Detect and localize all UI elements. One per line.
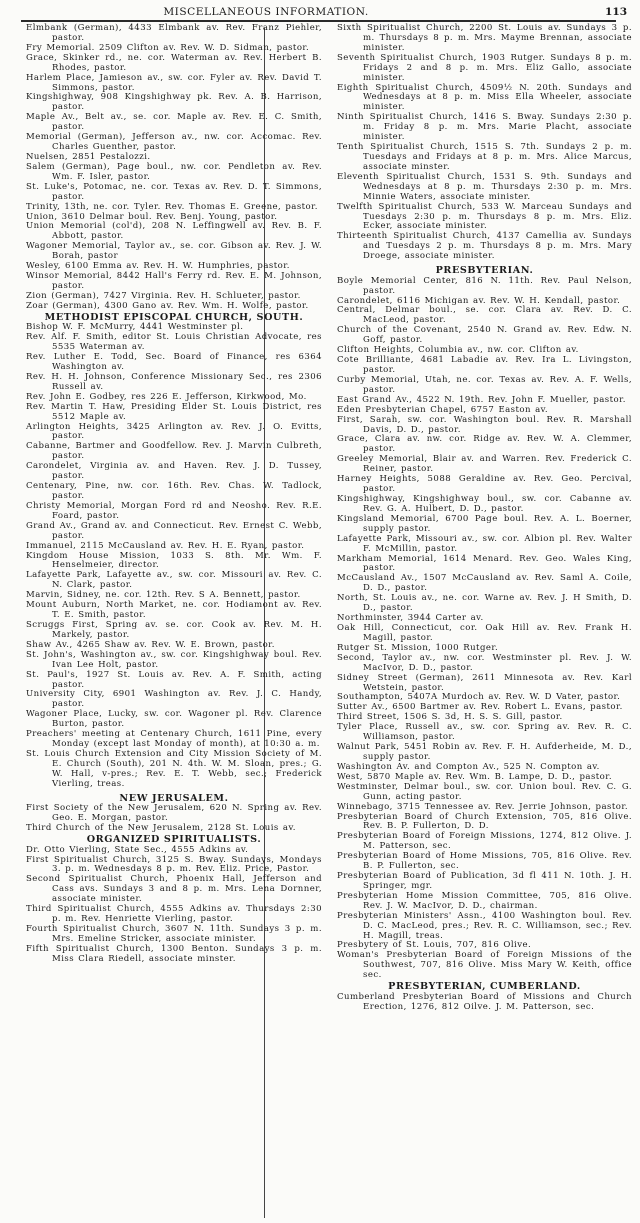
page-number: 113 bbox=[605, 6, 628, 18]
directory-entry: Woman's Presbyterian Board of Foreign Missions of the Southwest, 707, 816 Olive. Miss Mary W. Keith, office sec. bbox=[337, 950, 632, 981]
directory-entry: Bishop W. F. McMurry, 4441 Westminster pl. bbox=[26, 322, 244, 333]
directory-entry: Rev. H. H. Johnson, Conference Missionary Sec., res 2306 Russell av. bbox=[26, 371, 322, 392]
directory-entry: Rev. Luther E. Todd, Sec. Board of Finance, res 6364 Washington av. bbox=[26, 352, 322, 373]
section-heading: NEW JERUSALEM. bbox=[119, 792, 229, 804]
directory-entry: Greeley Memorial, Blair av. and Warren. Rev. Frederick C. Reiner, pastor. bbox=[337, 454, 632, 475]
directory-entry: Preachers' meeting at Centenary Church, 1611 Pine, every Monday (except last Monday of month), at 10:30 a. m. bbox=[26, 729, 322, 750]
directory-entry: Presbytery of St. Louis, 707, 816 Olive. bbox=[337, 940, 532, 951]
directory-entry: Boyle Memorial Center, 816 N. 11th. Rev. Paul Nelson, pastor. bbox=[337, 275, 632, 296]
directory-entry: Markham Memorial, 1614 Menard. Rev. Geo. Wales King, pastor. bbox=[337, 553, 632, 574]
directory-entry: Northminster, 3944 Carter av. bbox=[337, 613, 484, 624]
directory-entry: Seventh Spiritualist Church, 1903 Rutger. Sundays 8 p. m. Fridays 2 and 8 p. m. Mrs. Eliz Gallo, associate minister. bbox=[337, 52, 632, 83]
directory-entry: Marvin, Sidney, ne. cor. 12th. Rev. S A. Bennett, pastor. bbox=[26, 590, 301, 601]
directory-entry: Second Spiritualist Church, Phoenix Hall, Jefferson and Cass avs. Sundays 3 and 8 p. m. Mrs. Lena Dornner, associate minister. bbox=[26, 874, 322, 905]
directory-entry: Fourth Spiritualist Church, 3607 N. 11th. Sundays 3 p. m. Mrs. Emeline Stricker, associate minister. bbox=[26, 923, 322, 944]
directory-entry: First, Sarah, sw. cor. Washington boul. Rev. R. Marshall Davis, D. D., pastor. bbox=[337, 414, 632, 435]
directory-entry: Kingsland Memorial, 6700 Page boul. Rev. A. L. Boerner, supply pastor. bbox=[337, 513, 632, 534]
directory-entry: St. Paul's, 1927 St. Louis av. Rev. A. F. Smith, acting pastor. bbox=[26, 669, 322, 690]
directory-entry: Kingshighway, Kingshighway boul., sw. cor. Cabanne av. Rev. G. A. Hulbert, D. D., pastor. bbox=[337, 494, 632, 514]
directory-entry: Dr. Otto Vierling, State Sec., 4555 Adkins av. bbox=[26, 844, 249, 855]
directory-entry: Fifth Spiritualist Church, 1300 Benton. Sundays 3 p. m. Miss Clara Riedell, associate minster. bbox=[26, 943, 322, 964]
directory-entry: Westminster, Delmar boul., sw. cor. Union boul. Rev. C. G. Gunn, acting pastor. bbox=[337, 781, 632, 802]
directory-entry: Grace, Clara av. nw. cor. Ridge av. Rev. W. A. Clemmer, pastor. bbox=[337, 434, 632, 455]
left-column bbox=[26, 24, 322, 965]
directory-entry: Harney Heights, 5088 Geraldine av. Rev. Geo. Percival, pastor. bbox=[337, 474, 632, 495]
directory-entry: Memorial (German), Jefferson av., nw. cor. Accomac. Rev. Charles Guenther, pastor. bbox=[26, 132, 322, 153]
directory-entry: Third Street, 1506 S. 3d, H. S. S. Gill, pastor. bbox=[337, 712, 563, 723]
directory-entry: Winsor Memorial, 8442 Hall's Ferry rd. Rev. E. M. Johnson, pastor. bbox=[26, 271, 322, 291]
directory-entry: Twelfth Spiritualist Church, 533 W. Marceau Sundays and Tuesdays 2:30 p. m. Thursdays 8 p. m. Mrs. Eliz. Ecker, associate minister. bbox=[337, 201, 632, 232]
directory-entry: Oak Hill, Connecticut, cor. Oak Hill av. Rev. Frank H. Magill, pastor. bbox=[337, 622, 632, 643]
directory-entry: First Society of the New Jerusalem, 620 N. Spring av. Rev. Geo. E. Morgan, pastor. bbox=[26, 803, 322, 824]
directory-entry: Presbyterian Board of Church Extension, 705, 816 Olive. Rev. B. P. Fullerton, D. D. bbox=[337, 811, 632, 832]
directory-entry: Union Memorial (col'd), 208 N. Leffingwell av. Rev. B. F. Abbott, pastor. bbox=[26, 221, 322, 242]
section-heading: METHODIST EPISCOPAL CHURCH, SOUTH. bbox=[44, 311, 304, 323]
directory-entry: Maple Av., Belt av., se. cor. Maple av. Rev. E. C. Smith, pastor. bbox=[26, 112, 322, 133]
directory-entry: West, 5870 Maple av. Rev. Wm. B. Lampe, D. D., pastor. bbox=[337, 771, 613, 782]
directory-entry: Scruggs First, Spring av. se. cor. Cook av. Rev. M. H. Markely, pastor. bbox=[26, 619, 322, 640]
directory-entry: Sixth Spiritualist Church, 2200 St. Louis av. Sundays 3 p. m. Thursdays 8 p. m. Mrs. Mayme Brennan, associate minister. bbox=[337, 23, 632, 53]
directory-entry: Zoar (German), 4300 Gano av. Rev. Wm. H. Wolfe, pastor. bbox=[26, 300, 309, 311]
header-rule bbox=[21, 20, 616, 22]
directory-entry: Wagoner Memorial, Taylor av., se. cor. Gibson av. Rev. J. W. Borah, pastor bbox=[26, 241, 322, 262]
directory-entry: Eighth Spiritualist Church, 4509½ N. 20th. Sundays and Wednesdays at 8 p. m. Miss Ella Wheeler, associate minister. bbox=[337, 82, 632, 113]
directory-entry: Presbyterian Board of Foreign Missions, 1274, 812 Olive. J. M. Patterson, sec. bbox=[337, 831, 632, 852]
directory-entry: Immanuel, 2115 McCausland av. Rev. H. E. Ryan, pastor. bbox=[26, 540, 305, 551]
directory-entry: East Grand Av., 4522 N. 19th. Rev. John F. Mueller, pastor. bbox=[337, 394, 626, 405]
directory-entry: Rev. John E. Godbey, res 226 E. Jefferson, Kirkwood, Mo. bbox=[26, 391, 307, 402]
section-heading: PRESBYTERIAN, CUMBERLAND. bbox=[388, 981, 581, 993]
directory-entry: Thirteenth Spiritualist Church, 4137 Camellia av. Sundays and Tuesdays 2 p. m. Thursdays 8 p. m. Mrs. Mary Droege, associate minister. bbox=[337, 231, 632, 262]
directory-entry: Salem (German), Page boul., nw. cor. Pendleton av. Rev. Wm. F. Isler, pastor. bbox=[26, 161, 322, 182]
directory-entry: Third Church of the New Jerusalem, 2128 St. Louis av. bbox=[26, 823, 296, 834]
directory-entry: Carondelet, Virginia av. and Haven. Rev. J. D. Tussey, pastor. bbox=[26, 461, 322, 482]
directory-entry: Eleventh Spiritualist Church, 1531 S. 9th. Sundays and Wednesdays at 8 p. m. Thursdays 2:30 p. m. Mrs. Minnie Waters, associate minister. bbox=[337, 171, 632, 202]
directory-entry: St. John's, Washington av., sw. cor. Kingshighway boul. Rev. Ivan Lee Holt, pastor. bbox=[26, 649, 322, 670]
directory-entry: Central, Delmar boul., se. cor. Clara av. Rev. D. C. MacLeod, pastor. bbox=[337, 305, 632, 326]
directory-entry: Clifton Heights, Columbia av., nw. cor. Clifton av. bbox=[337, 345, 579, 356]
directory-entry: Cabanne, Bartmer and Goodfellow. Rev. J. Marvin Culbreth, pastor. bbox=[26, 441, 322, 462]
section-heading: PRESBYTERIAN. bbox=[435, 265, 534, 277]
directory-entry: Presbyterian Ministers' Assn., 4100 Washington boul. Rev. D. C. MacLeod, pres.; Rev. R. C. Williamson, sec.; Rev. H. Magill, treas. bbox=[337, 910, 632, 941]
directory-entry: Cote Brilliante, 4681 Labadie av. Rev. Ira L. Livingston, pastor. bbox=[337, 355, 632, 376]
directory-entry: Lafayette Park, Missouri av., sw. cor. Albion pl. Rev. Walter F. McMillin, pastor. bbox=[337, 533, 632, 554]
directory-entry: Nuelsen, 2851 Pestalozzi. bbox=[26, 151, 151, 162]
directory-entry: Church of the Covenant, 2540 N. Grand av. Rev. Edw. N. Goff, pastor. bbox=[337, 325, 632, 346]
directory-entry: Presbyterian Home Mission Committee, 705, 816 Olive. Rev. J. W. MacIvor, D. D., chairman. bbox=[337, 890, 632, 911]
directory-entry: Zion (German), 7427 Virginia. Rev. H. Schlueter, pastor. bbox=[26, 290, 301, 301]
directory-entry: Arlington Heights, 3425 Arlington av. Rev. J. O. Evitts, pastor. bbox=[26, 421, 322, 442]
directory-entry: Harlem Place, Jamieson av., sw. cor. Fyler av. Rev. David T. Simmons, pastor. bbox=[26, 72, 322, 93]
right-column bbox=[337, 24, 632, 1013]
directory-entry: Lafayette Park, Lafayette av., sw. cor. Missouri av. Rev. C. N. Clark, pastor. bbox=[26, 570, 322, 591]
directory-entry: Sidney Street (German), 2611 Minnesota av. Rev. Karl Wetstein, pastor. bbox=[337, 672, 632, 693]
directory-entry: Wesley, 6100 Emma av. Rev. H. W. Humphries, pastor. bbox=[26, 261, 290, 272]
directory-entry: First Spiritualist Church, 3125 S. Bway. Sundays, Mondays 3. p. m. Wednesdays 8 p. m. Rev. Eliz. Price, Pastor. bbox=[26, 854, 322, 875]
running-head: MISCELLANEOUS INFORMATION. bbox=[163, 6, 369, 18]
directory-entry: Winnebago, 3715 Tennessee av. Rev. Jerrie Johnson, pastor. bbox=[337, 801, 629, 812]
directory-entry: Mount Auburn, North Market, ne. cor. Hodiamont av. Rev. T. E. Smith, pastor. bbox=[26, 600, 322, 621]
directory-entry: Tyler Place, Russell av., sw. cor. Spring av. Rev. R. C. Williamson, pastor. bbox=[337, 722, 632, 743]
directory-entry: Trinity, 13th, ne. cor. Tyler. Rev. Thomas E. Greene, pastor. bbox=[26, 201, 318, 212]
directory-entry: Rutger St. Mission, 1000 Rutger. bbox=[337, 642, 499, 653]
directory-entry: St. Louis Church Extension and City Mission Society of M. E. Church (South), 201 N. 4th. W. M. Sloan, pres.; G. W. Hall, v-pres.; Rev. E. T. Webb, sec.; Frederick Vierling, treas. bbox=[26, 748, 322, 789]
directory-entry: Union, 3610 Delmar boul. Rev. Benj. Young, pastor. bbox=[26, 211, 278, 222]
directory-entry: Southampton, 5407A Murdoch av. Rev. W. D Vater, pastor. bbox=[337, 692, 621, 703]
directory-entry: Kingshighway, 908 Kingshighway pk. Rev. A. B. Harrison, pastor. bbox=[26, 92, 322, 113]
directory-entry: Presbyterian Board of Home Missions, 705, 816 Olive. Rev. B. P. Fullerton, sec. bbox=[337, 851, 632, 872]
directory-entry: Carondelet, 6116 Michigan av. Rev. W. H. Kendall, pastor. bbox=[337, 295, 621, 306]
directory-entry: St. Luke's, Potomac, ne. cor. Texas av. Rev. D. T. Simmons, pastor. bbox=[26, 181, 322, 202]
directory-entry: Rev. Martin T. Haw, Presiding Elder St. Louis District, res 5512 Maple av. bbox=[26, 401, 322, 422]
directory-entry: Washington Av. and Compton Av., 525 N. Compton av. bbox=[337, 761, 600, 772]
directory-entry: Tenth Spiritualist Church, 1515 S. 7th. Sundays 2 p. m. Tuesdays and Fridays at 8 p. m. Mrs. Alice Marcus, associate minster. bbox=[337, 142, 632, 172]
directory-entry: Third Spiritualist Church, 4555 Adkins av. Thursdays 2:30 p. m. Rev. Henriette Vierling, pastor. bbox=[26, 904, 322, 925]
directory-entry: Curby Memorial, Utah, ne. cor. Texas av. Rev. A. F. Wells, pastor. bbox=[337, 374, 632, 395]
directory-entry: Kingdom House Mission, 1033 S. 8th. Mr. Wm. F. Henselmeier, director. bbox=[26, 550, 322, 571]
directory-entry: Sutter Av., 6500 Bartmer av. Rev. Robert L. Evans, pastor. bbox=[337, 702, 623, 713]
directory-entry: Presbyterian Board of Publication, 3d fl 411 N. 10th. J. H. Springer, mgr. bbox=[337, 871, 632, 891]
directory-entry: McCausland Av., 1507 McCausland av. Rev. Saml A. Coile, D. D., pastor. bbox=[337, 573, 632, 594]
directory-entry: Elmbank (German), 4433 Elmbank av. Rev. Franz Piehler, pastor. bbox=[26, 23, 322, 43]
directory-entry: Ninth Spiritualist Church, 1416 S. Bway. Sundays 2:30 p. m. Friday 8 p. m. Mrs. Marie Placht, associate minister. bbox=[337, 112, 632, 143]
section-heading: ORGANIZED SPIRITUALISTS. bbox=[86, 834, 262, 846]
directory-entry: Cumberland Presbyterian Board of Missions and Church Erection, 1276, 812 Oilve. J. M. Patterson, sec. bbox=[337, 991, 632, 1012]
directory-entry: Walnut Park, 5451 Robin av. Rev. F. H. Aufderheide, M. D., supply pastor. bbox=[337, 742, 632, 762]
directory-entry: Grand Av., Grand av. and Connecticut. Rev. Ernest C. Webb, pastor. bbox=[26, 520, 322, 541]
directory-entry: University City, 6901 Washington av. Rev. J. C. Handy, pastor. bbox=[26, 689, 322, 710]
directory-entry: Wagoner Place, Lucky, sw. cor. Wagoner pl. Rev. Clarence Burton, pastor. bbox=[26, 709, 322, 730]
directory-entry: Centenary, Pine, nw. cor. 16th. Rev. Chas. W. Tadlock, pastor. bbox=[26, 481, 322, 501]
directory-entry: Fry Memorial. 2509 Clifton av. Rev. W. D. Sidman, pastor. bbox=[26, 42, 310, 53]
directory-entry: Second, Taylor av., nw. cor. Westminster pl. Rev. J. W. MacIvor, D. D., pastor. bbox=[337, 652, 632, 673]
directory-entry: Grace, Skinker rd., ne. cor. Waterman av. Rev. Herbert B. Rhodes, pastor. bbox=[26, 52, 322, 73]
directory-entry: Eden Presbyterian Chapel, 6757 Easton av. bbox=[337, 404, 549, 415]
directory-entry: North, St. Louis av., ne. cor. Warne av. Rev. J. H Smith, D. D., pastor. bbox=[337, 593, 632, 614]
directory-entry: Shaw Av., 4265 Shaw av. Rev. W. E. Brown, pastor. bbox=[26, 639, 275, 650]
directory-entry: Christy Memorial, Morgan Ford rd and Neosho. Rev. R.E. Foard, pastor. bbox=[26, 500, 322, 521]
directory-entry: Rev. Alf. F. Smith, editor St. Louis Christian Advocate, res 5535 Waterman av. bbox=[26, 332, 322, 353]
